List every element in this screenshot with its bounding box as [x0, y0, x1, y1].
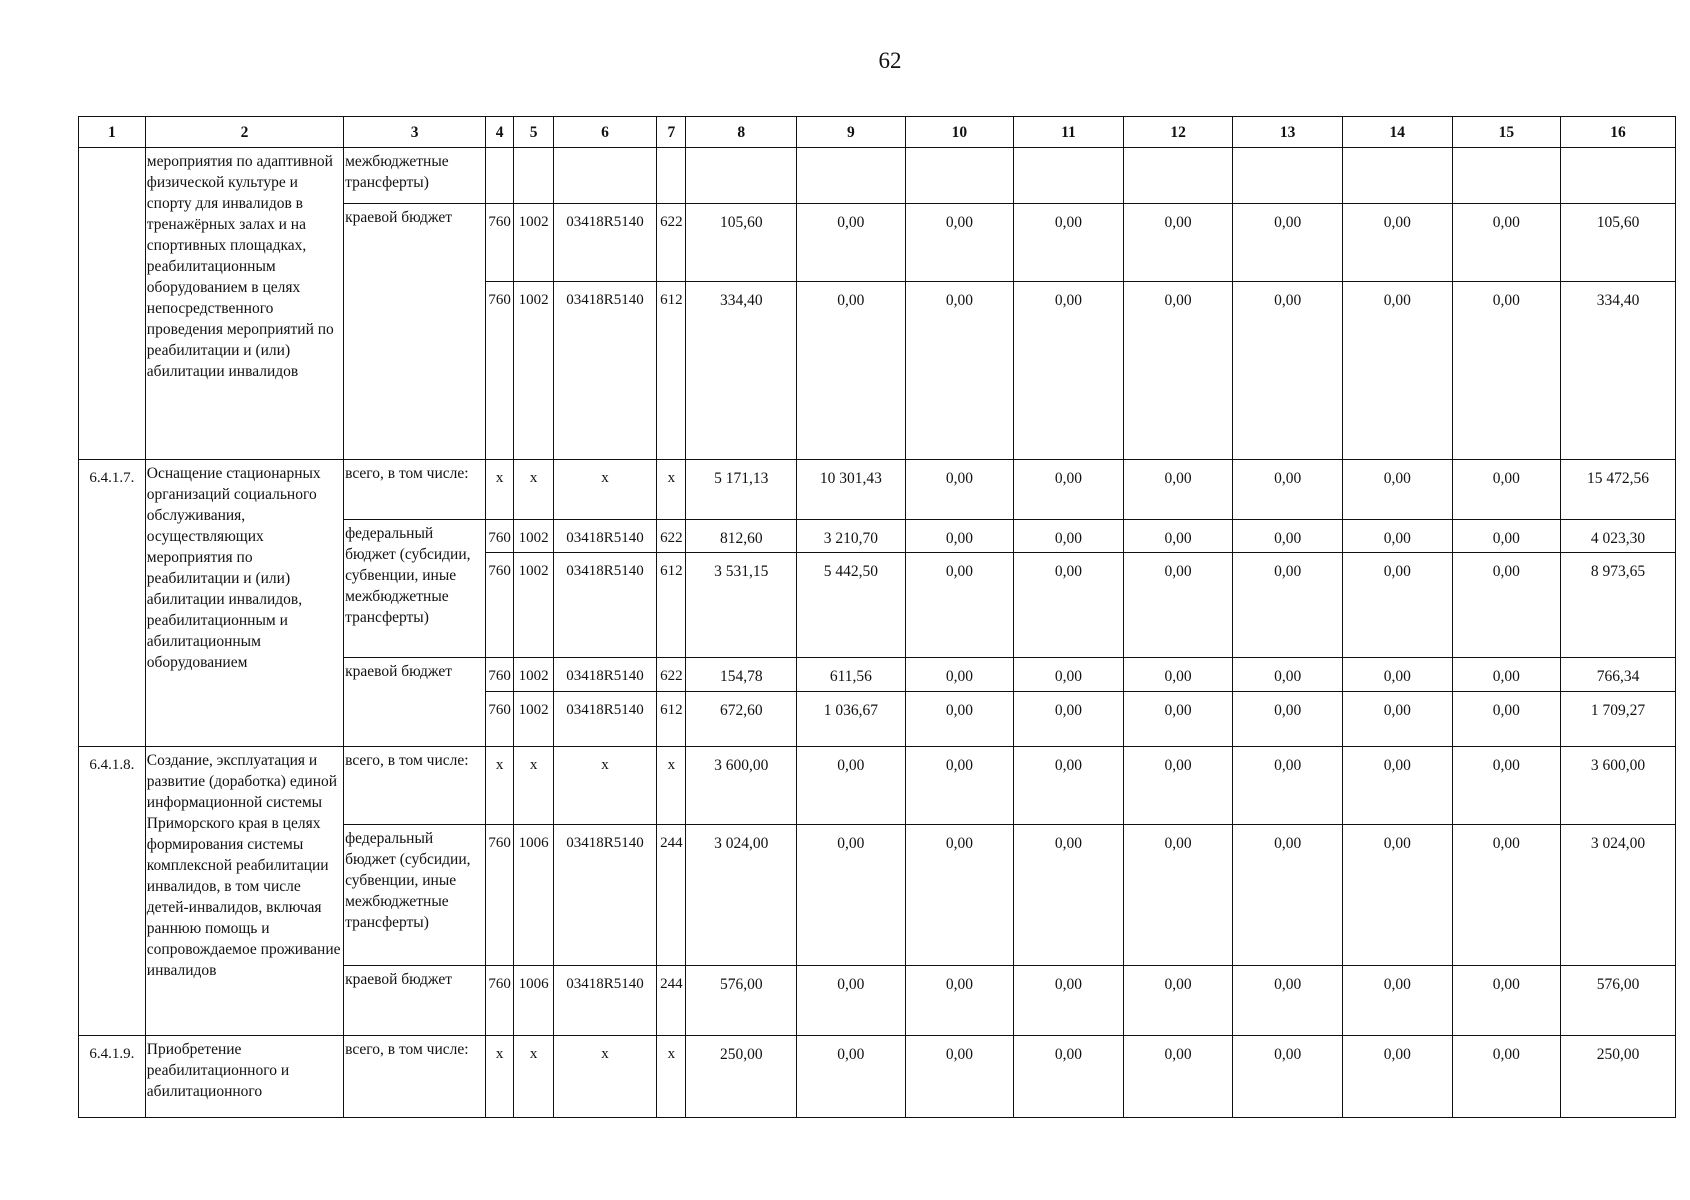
budget-table	[78, 116, 1676, 1118]
amount: 5 442,50	[797, 553, 906, 658]
section-code: 1002	[514, 692, 554, 747]
table-row	[79, 148, 1676, 204]
amount-total: 576,00	[1561, 966, 1676, 1036]
amount: 812,60	[686, 520, 797, 553]
item-name: Оснащение стационарных организаций социального обслуживания, осуществляющих мероприятия по реабилитации и (или) абилитации инвалидов, реабилитационным и абилитационным оборудованием	[145, 460, 343, 747]
amount: 0,00	[1233, 520, 1343, 553]
amount: 250,00	[686, 1036, 797, 1118]
amount: 0,00	[1342, 282, 1452, 460]
item-name: мероприятия по адаптивной физической культуре и спорту для инвалидов в тренажёрных залах и на спортивных площадках, реабилитационным оборудованием в целях непосредственного проведения мероприятий по реабилитации и (или) абилитации инвалидов	[145, 148, 343, 460]
expense-code: х	[657, 1036, 686, 1118]
item-name: Приобретение реабилитационного и абилитационного	[145, 1036, 343, 1118]
amount-total: 15 472,56	[1561, 460, 1676, 520]
section-code: 1002	[514, 282, 554, 460]
section-code: 1002	[514, 658, 554, 692]
amount: 0,00	[1123, 692, 1233, 747]
amount: 0,00	[1014, 520, 1124, 553]
grbs-code: 760	[486, 692, 514, 747]
col-header: 16	[1561, 117, 1676, 148]
amount: 0,00	[797, 747, 906, 825]
funding-source: межбюджетные трансферты)	[344, 148, 486, 204]
cell	[1233, 148, 1343, 204]
section-code: х	[514, 747, 554, 825]
amount: 0,00	[1233, 553, 1343, 658]
amount: 0,00	[905, 553, 1014, 658]
amount: 0,00	[1452, 966, 1561, 1036]
col-header: 9	[797, 117, 906, 148]
amount: 0,00	[1123, 1036, 1233, 1118]
amount-total: 8 973,65	[1561, 553, 1676, 658]
expense-code: 622	[657, 658, 686, 692]
amount: 0,00	[1233, 692, 1343, 747]
cell	[1014, 148, 1124, 204]
item-number: 6.4.1.8.	[79, 747, 146, 1036]
amount: 5 171,13	[686, 460, 797, 520]
expense-code: 622	[657, 520, 686, 553]
amount: 0,00	[797, 204, 906, 282]
amount: 0,00	[797, 282, 906, 460]
amount: 0,00	[1123, 747, 1233, 825]
amount: 576,00	[686, 966, 797, 1036]
amount: 0,00	[1233, 1036, 1343, 1118]
funding-source: всего, в том числе:	[344, 1036, 486, 1118]
amount: 0,00	[1014, 747, 1124, 825]
section-code: 1002	[514, 520, 554, 553]
amount: 0,00	[797, 1036, 906, 1118]
amount: 0,00	[1452, 1036, 1561, 1118]
expense-code: 612	[657, 692, 686, 747]
amount: 334,40	[686, 282, 797, 460]
amount: 0,00	[1014, 460, 1124, 520]
col-header: 5	[514, 117, 554, 148]
amount: 0,00	[905, 282, 1014, 460]
amount: 10 301,43	[797, 460, 906, 520]
funding-source: краевой бюджет	[344, 204, 486, 460]
amount: 0,00	[1452, 204, 1561, 282]
target-code: 03418R5140	[553, 520, 656, 553]
col-header: 4	[486, 117, 514, 148]
amount: 0,00	[905, 658, 1014, 692]
target-code: 03418R5140	[553, 658, 656, 692]
col-header: 7	[657, 117, 686, 148]
item-number: 6.4.1.9.	[79, 1036, 146, 1118]
funding-source: краевой бюджет	[344, 966, 486, 1036]
amount: 0,00	[1014, 282, 1124, 460]
amount: 154,78	[686, 658, 797, 692]
target-code: х	[553, 1036, 656, 1118]
amount: 0,00	[1342, 1036, 1452, 1118]
target-code: х	[553, 747, 656, 825]
amount: 0,00	[1342, 204, 1452, 282]
amount: 3 600,00	[686, 747, 797, 825]
target-code: 03418R5140	[553, 966, 656, 1036]
target-code: 03418R5140	[553, 825, 656, 966]
amount: 0,00	[1342, 553, 1452, 658]
col-header: 14	[1342, 117, 1452, 148]
amount: 0,00	[1342, 692, 1452, 747]
amount: 0,00	[1123, 553, 1233, 658]
amount: 0,00	[1233, 204, 1343, 282]
amount: 0,00	[1123, 282, 1233, 460]
expense-code: 612	[657, 553, 686, 658]
cell	[514, 148, 554, 204]
amount: 0,00	[905, 747, 1014, 825]
col-header: 10	[905, 117, 1014, 148]
grbs-code: х	[486, 747, 514, 825]
target-code: 03418R5140	[553, 553, 656, 658]
grbs-code: х	[486, 1036, 514, 1118]
amount: 0,00	[1123, 460, 1233, 520]
target-code: 03418R5140	[553, 692, 656, 747]
expense-code: 612	[657, 282, 686, 460]
grbs-code: 760	[486, 520, 514, 553]
amount: 0,00	[1233, 825, 1343, 966]
amount: 0,00	[1452, 658, 1561, 692]
amount: 0,00	[1452, 520, 1561, 553]
amount-total: 4 023,30	[1561, 520, 1676, 553]
amount: 0,00	[1123, 520, 1233, 553]
expense-code: 244	[657, 966, 686, 1036]
expense-code: х	[657, 747, 686, 825]
amount: 0,00	[905, 966, 1014, 1036]
amount: 0,00	[1342, 520, 1452, 553]
amount: 672,60	[686, 692, 797, 747]
cell	[686, 148, 797, 204]
amount: 0,00	[1452, 282, 1561, 460]
amount: 0,00	[1014, 553, 1124, 658]
item-number	[79, 148, 146, 460]
cell	[1123, 148, 1233, 204]
amount: 0,00	[905, 460, 1014, 520]
col-header: 11	[1014, 117, 1124, 148]
grbs-code: 760	[486, 825, 514, 966]
target-code: х	[553, 460, 656, 520]
col-header: 6	[553, 117, 656, 148]
amount: 0,00	[1342, 966, 1452, 1036]
amount: 0,00	[1123, 204, 1233, 282]
target-code: 03418R5140	[553, 282, 656, 460]
amount: 3 024,00	[686, 825, 797, 966]
section-code: х	[514, 460, 554, 520]
item-number: 6.4.1.7.	[79, 460, 146, 747]
amount-total: 250,00	[1561, 1036, 1676, 1118]
cell	[797, 148, 906, 204]
amount: 0,00	[1233, 966, 1343, 1036]
section-code: х	[514, 1036, 554, 1118]
amount: 0,00	[1233, 282, 1343, 460]
amount: 0,00	[1123, 966, 1233, 1036]
item-name: Создание, эксплуатация и развитие (доработка) единой информационной системы Приморского края в целях формирования системы комплексной реабилитации инвалидов, в том числе детей-инвалидов, включая раннюю помощь и сопровождаемое проживание инвалидов	[145, 747, 343, 1036]
amount: 0,00	[1014, 1036, 1124, 1118]
section-code: 1006	[514, 966, 554, 1036]
cell	[486, 148, 514, 204]
cell	[1452, 148, 1561, 204]
grbs-code: х	[486, 460, 514, 520]
amount: 0,00	[797, 825, 906, 966]
grbs-code: 760	[486, 553, 514, 658]
expense-code: 622	[657, 204, 686, 282]
header-row	[79, 117, 1676, 148]
section-code: 1002	[514, 204, 554, 282]
cell	[1342, 148, 1452, 204]
section-code: 1006	[514, 825, 554, 966]
amount: 0,00	[905, 825, 1014, 966]
funding-source: федеральный бюджет (субсидии, субвенции, иные межбюджетные трансферты)	[344, 520, 486, 658]
amount: 0,00	[1452, 553, 1561, 658]
amount: 0,00	[1342, 460, 1452, 520]
expense-code: х	[657, 460, 686, 520]
amount: 105,60	[686, 204, 797, 282]
table-row	[79, 747, 1676, 825]
amount-total: 3 024,00	[1561, 825, 1676, 966]
funding-source: всего, в том числе:	[344, 460, 486, 520]
amount: 0,00	[1452, 747, 1561, 825]
col-header: 8	[686, 117, 797, 148]
amount: 1 036,67	[797, 692, 906, 747]
amount: 0,00	[905, 204, 1014, 282]
funding-source: краевой бюджет	[344, 658, 486, 747]
amount: 0,00	[905, 520, 1014, 553]
table-row	[79, 460, 1676, 520]
section-code: 1002	[514, 553, 554, 658]
amount-total: 1 709,27	[1561, 692, 1676, 747]
amount: 0,00	[1014, 204, 1124, 282]
amount: 0,00	[1123, 658, 1233, 692]
amount: 0,00	[1233, 658, 1343, 692]
amount: 0,00	[1014, 825, 1124, 966]
col-header: 2	[145, 117, 343, 148]
page-number: 62	[878, 48, 902, 73]
amount: 3 531,15	[686, 553, 797, 658]
amount-total: 3 600,00	[1561, 747, 1676, 825]
cell	[657, 148, 686, 204]
amount: 0,00	[1342, 658, 1452, 692]
grbs-code: 760	[486, 204, 514, 282]
amount: 0,00	[1342, 747, 1452, 825]
amount: 0,00	[1014, 692, 1124, 747]
amount: 0,00	[1014, 966, 1124, 1036]
amount: 0,00	[1452, 460, 1561, 520]
target-code: 03418R5140	[553, 204, 656, 282]
amount: 0,00	[1233, 460, 1343, 520]
col-header: 13	[1233, 117, 1343, 148]
amount: 0,00	[1342, 825, 1452, 966]
expense-code: 244	[657, 825, 686, 966]
amount: 0,00	[905, 1036, 1014, 1118]
amount: 3 210,70	[797, 520, 906, 553]
funding-source: всего, в том числе:	[344, 747, 486, 825]
table-row	[79, 1036, 1676, 1118]
amount: 0,00	[1452, 825, 1561, 966]
amount: 0,00	[1123, 825, 1233, 966]
grbs-code: 760	[486, 282, 514, 460]
amount: 0,00	[1014, 658, 1124, 692]
amount: 0,00	[1233, 747, 1343, 825]
col-header: 12	[1123, 117, 1233, 148]
cell	[905, 148, 1014, 204]
grbs-code: 760	[486, 658, 514, 692]
col-header: 3	[344, 117, 486, 148]
cell	[1561, 148, 1676, 204]
amount: 0,00	[797, 966, 906, 1036]
cell	[553, 148, 656, 204]
amount: 0,00	[1452, 692, 1561, 747]
amount-total: 334,40	[1561, 282, 1676, 460]
amount-total: 105,60	[1561, 204, 1676, 282]
grbs-code: 760	[486, 966, 514, 1036]
col-header: 15	[1452, 117, 1561, 148]
amount: 611,56	[797, 658, 906, 692]
funding-source: федеральный бюджет (субсидии, субвенции, иные межбюджетные трансферты)	[344, 825, 486, 966]
amount-total: 766,34	[1561, 658, 1676, 692]
amount: 0,00	[905, 692, 1014, 747]
col-header: 1	[79, 117, 146, 148]
